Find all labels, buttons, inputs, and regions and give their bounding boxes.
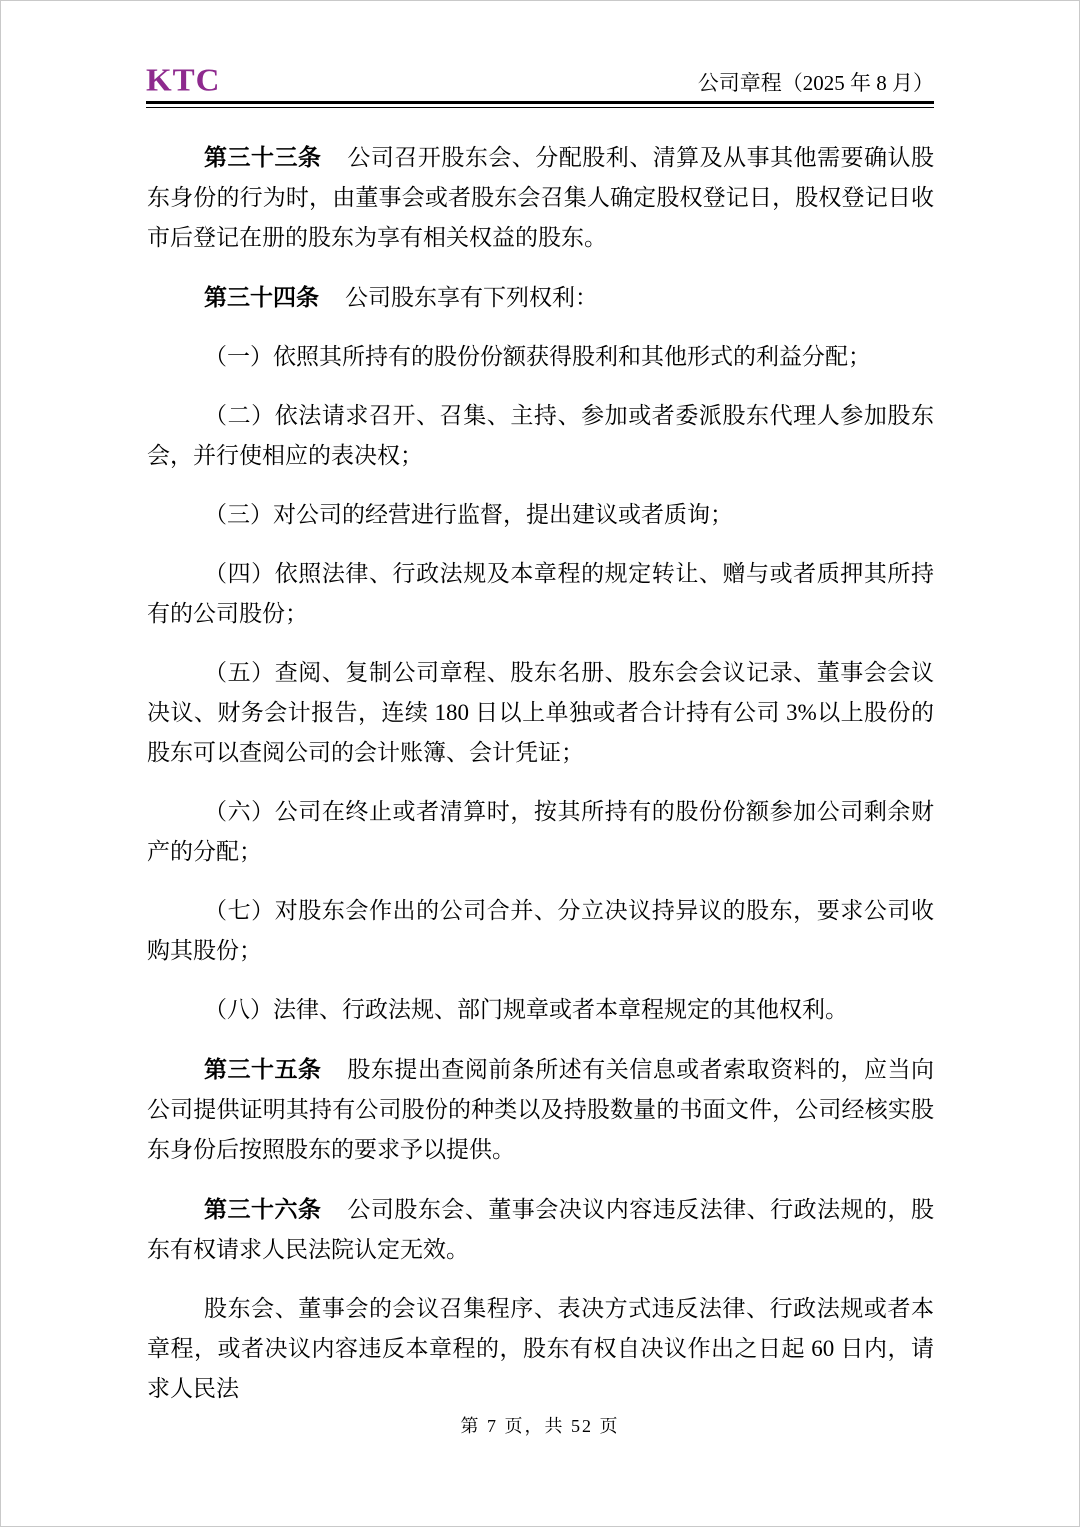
document-title: 公司章程（2025 年 8 月） [697, 70, 934, 95]
paragraph [147, 891, 934, 971]
paragraph [147, 1289, 934, 1409]
paragraph-text: （七）对股东会作出的公司合并、分立决议持异议的股东，要求公司收购其股份； [147, 898, 934, 963]
paragraph-text: （四）依照法律、行政法规及本章程的规定转让、赠与或者质押其所持有的公司股份； [147, 561, 934, 626]
paragraph-text: （六）公司在终止或者清算时，按其所持有的股份份额参加公司剩余财产的分配； [147, 799, 934, 864]
paragraph [147, 554, 934, 634]
article-number: 第三十三条 [204, 144, 322, 170]
article-number: 第三十五条 [204, 1056, 322, 1082]
document-body [147, 137, 934, 1428]
paragraph-text: （五）查阅、复制公司章程、股东名册、股东会会议记录、董事会会议决议、财务会计报告，连续 180 日以上单独或者合计持有公司 3%以上股份的股东可以查阅公司的会计账簿、会计凭证； [147, 660, 934, 765]
paragraph-text: 股东会、董事会的会议召集程序、表决方式违反法律、行政法规或者本章程，或者决议内容违反本章程的，股东有权自决议作出之日起 60 日内，请求人民法 [147, 1296, 934, 1401]
paragraph [147, 1189, 934, 1270]
paragraph [147, 1049, 934, 1170]
paragraph-text: 股东提出查阅前条所述有关信息或者索取资料的，应当向公司提供证明其持有公司股份的种类以及持股数量的书面文件，公司经核实股东身份后按照股东的要求予以提供。 [147, 1057, 935, 1162]
paragraph [147, 990, 934, 1030]
paragraph-text: （八）法律、行政法规、部门规章或者本章程规定的其他权利。 [204, 997, 848, 1022]
paragraph [147, 277, 934, 318]
paragraph-text: 公司股东享有下列权利： [345, 285, 598, 310]
paragraph [147, 337, 934, 377]
paragraph-text: 公司股东会、董事会决议内容违反法律、行政法规的，股东有权请求人民法院认定无效。 [147, 1197, 935, 1262]
paragraph [147, 653, 934, 773]
paragraph [147, 792, 934, 872]
article-number: 第三十六条 [204, 1196, 322, 1222]
paragraph [147, 396, 934, 476]
paragraph [147, 495, 934, 535]
page-header [146, 65, 934, 98]
paragraph-text: 公司召开股东会、分配股利、清算及从事其他需要确认股东身份的行为时，由董事会或者股东会召集人确定股权登记日，股权登记日收市后登记在册的股东为享有相关权益的股东。 [147, 145, 935, 250]
paragraph-text: （三）对公司的经营进行监督，提出建议或者质询； [204, 502, 733, 527]
header-divider [146, 101, 934, 108]
paragraph [147, 137, 934, 258]
paragraph-text: （一）依照其所持有的股份份额获得股利和其他形式的利益分配； [204, 344, 871, 369]
article-number: 第三十四条 [204, 284, 319, 310]
ktc-logo: KTC [146, 63, 221, 99]
page-number: 第 7 页，共 52 页 [460, 1416, 620, 1436]
paragraph-text: （二）依法请求召开、召集、主持、参加或者委派股东代理人参加股东会，并行使相应的表决权； [147, 403, 934, 468]
